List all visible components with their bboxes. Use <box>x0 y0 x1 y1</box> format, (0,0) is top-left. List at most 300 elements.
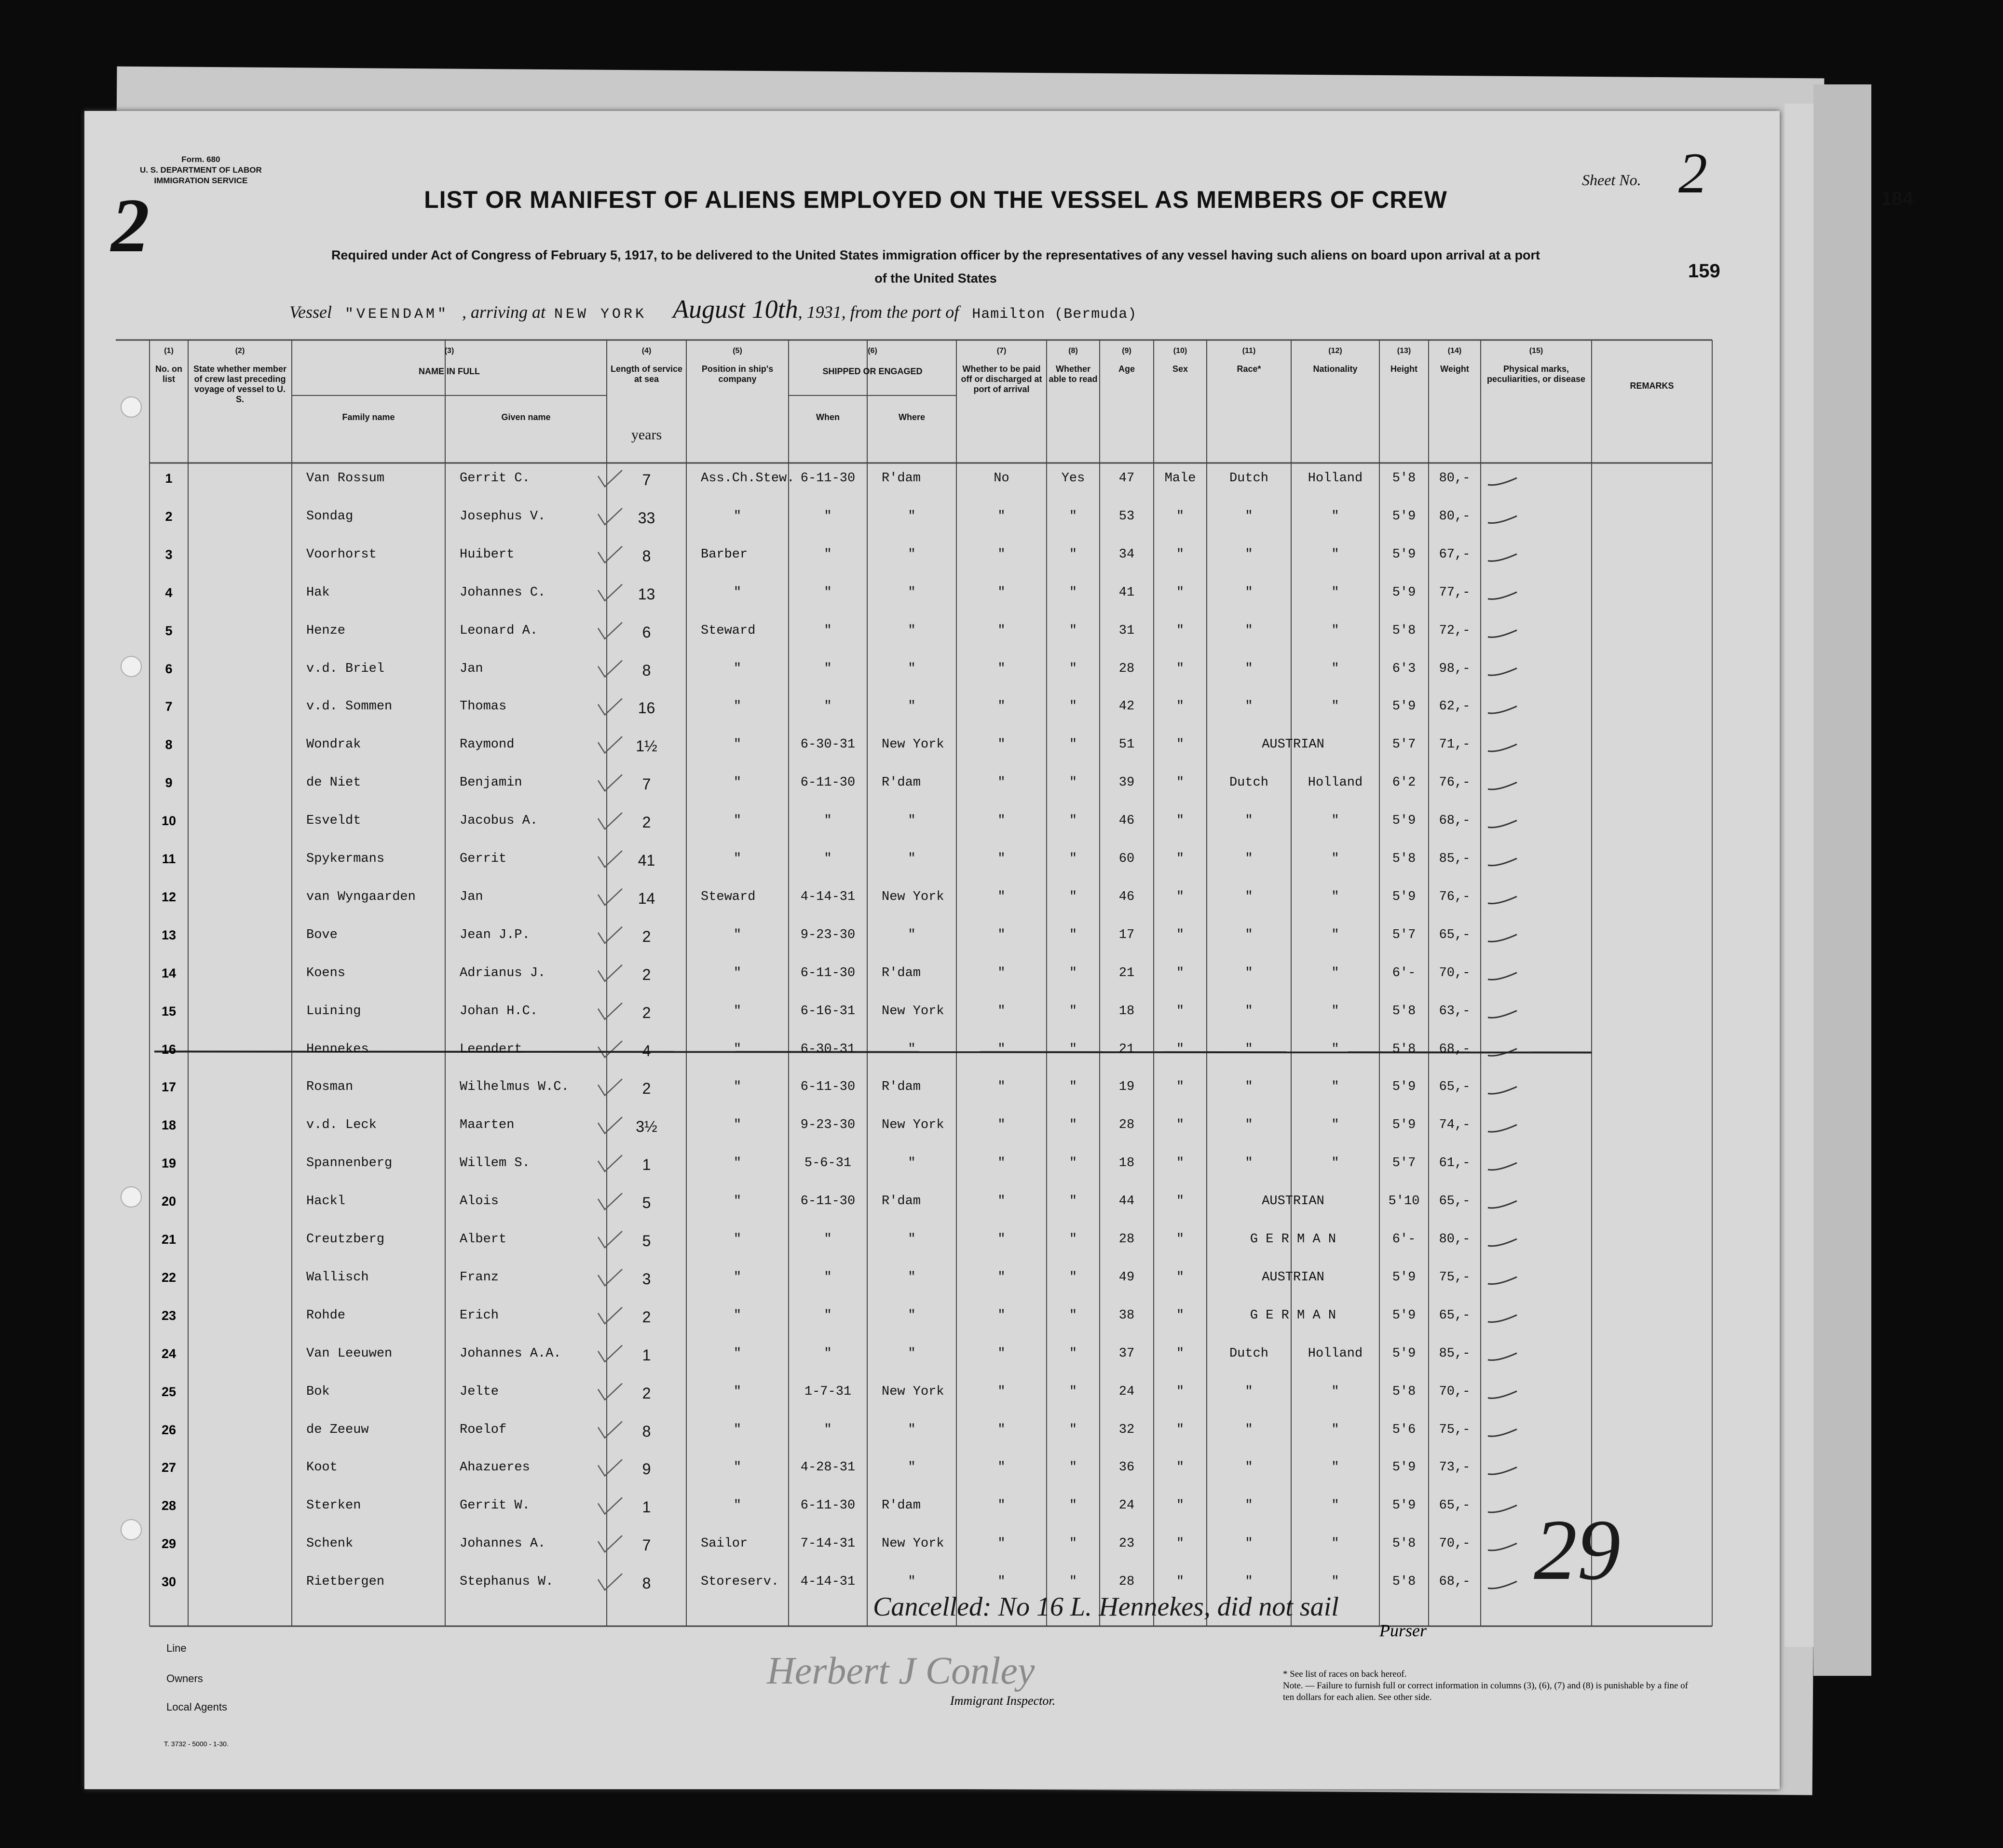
cell-nationality: " <box>1331 1118 1339 1133</box>
column-label-c1: No. on list <box>155 364 182 384</box>
cell-where: R'dam <box>882 775 921 790</box>
cell-height: 5'7 <box>1392 1156 1416 1171</box>
cell-race: " <box>1245 1042 1253 1057</box>
cell-when: " <box>824 1422 832 1437</box>
cell-when: 6-30-31 <box>800 1042 856 1057</box>
cell-given: Benjamin <box>460 775 522 790</box>
cell-where: New York <box>882 1384 944 1399</box>
cell-read: " <box>1069 547 1077 562</box>
cell-age: 24 <box>1118 1498 1135 1513</box>
vessel-name: "VEENDAM" <box>344 306 450 323</box>
cell-sex: " <box>1176 852 1185 866</box>
cell-height: 5'7 <box>1392 737 1416 752</box>
cell-age: 47 <box>1118 471 1135 486</box>
cell-position: " <box>733 1384 742 1399</box>
cell-paid: " <box>997 1346 1006 1361</box>
cell-read: " <box>1069 585 1077 600</box>
cell-family: Bok <box>306 1384 330 1399</box>
cell-weight: 77,- <box>1439 585 1471 600</box>
row-number: 30 <box>161 1575 177 1590</box>
cell-race: AUSTRIAN <box>1262 737 1324 752</box>
cell-family: Wallisch <box>306 1270 369 1285</box>
cell-when: 6-11-30 <box>800 1498 856 1513</box>
cell-when: " <box>824 852 832 866</box>
stamp-number: 159 <box>1688 260 1720 282</box>
cell-nationality: " <box>1331 1384 1339 1399</box>
cell-years: 2 <box>642 1384 651 1402</box>
row-number: 4 <box>165 585 173 600</box>
cell-race: " <box>1245 1118 1253 1133</box>
column-label-c15: Physical marks, peculiarities, or disease <box>1486 364 1586 384</box>
cell-family: Voorhorst <box>306 547 377 562</box>
cell-read: " <box>1069 699 1077 714</box>
cell-position: " <box>733 509 742 524</box>
cell-when: 4-28-31 <box>800 1460 856 1475</box>
cell-family: Hennekes <box>306 1042 369 1057</box>
cell-read: " <box>1069 1042 1077 1057</box>
cell-when: 7-14-31 <box>800 1536 856 1551</box>
cell-given: Leonard A. <box>460 623 538 638</box>
column-number: (15) <box>1529 347 1543 355</box>
column-label-c12: Nationality <box>1313 364 1358 374</box>
cell-when: " <box>824 1232 832 1247</box>
check-mark <box>1488 1277 1517 1284</box>
cell-given: Willem S. <box>460 1156 530 1171</box>
cell-weight: 85,- <box>1439 852 1471 866</box>
column-unit-years: years <box>631 427 662 443</box>
check-mark <box>1488 1581 1517 1589</box>
cell-when: " <box>824 661 832 676</box>
cell-years: 1 <box>642 1156 651 1174</box>
cell-weight: 75,- <box>1439 1422 1471 1437</box>
sheet-number: 2 <box>1678 141 1707 205</box>
cell-sex: " <box>1176 1498 1185 1513</box>
column-number: (2) <box>235 347 245 355</box>
cell-position: " <box>733 1194 742 1209</box>
cell-nationality: Holland <box>1308 471 1363 486</box>
cell-when: " <box>824 509 832 524</box>
check-mark <box>1488 1315 1517 1322</box>
cell-weight: 73,- <box>1439 1460 1471 1475</box>
cell-family: Sondag <box>306 509 354 524</box>
departure-port: Hamilton (Bermuda) <box>972 306 1137 323</box>
cell-when: " <box>824 1308 832 1323</box>
cell-where: " <box>908 661 916 676</box>
cell-height: 5'8 <box>1392 1004 1416 1019</box>
cell-family: van Wyngaarden <box>306 889 416 904</box>
cell-age: 21 <box>1118 1042 1135 1057</box>
cell-read: " <box>1069 889 1077 904</box>
column-label-c14: Weight <box>1440 364 1469 374</box>
cell-family: Rohde <box>306 1308 346 1323</box>
cell-weight: 68,- <box>1439 1042 1471 1057</box>
cell-paid: " <box>997 889 1006 904</box>
cell-sex: " <box>1176 547 1185 562</box>
cell-where: R'dam <box>882 1498 921 1513</box>
column-number: (8) <box>1068 347 1078 355</box>
row-number: 27 <box>161 1460 177 1475</box>
cell-position: " <box>733 927 742 942</box>
column-number: (4) <box>641 347 652 355</box>
cell-read: " <box>1069 1156 1077 1171</box>
column-label-family: Family name <box>342 412 395 422</box>
cell-sex: " <box>1176 1460 1185 1475</box>
cell-nationality: " <box>1331 1460 1339 1475</box>
cell-position: " <box>733 699 742 714</box>
print-code: T. 3732 - 5000 - 1-30. <box>164 1740 229 1748</box>
cell-age: 28 <box>1118 1118 1135 1133</box>
cell-where: " <box>908 1460 916 1475</box>
check-mark <box>1488 1543 1517 1550</box>
cell-paid: " <box>997 965 1006 980</box>
column-label-when: When <box>816 412 840 422</box>
check-mark <box>1488 935 1517 942</box>
check-mark <box>1488 630 1517 638</box>
cell-sex: " <box>1176 509 1185 524</box>
cell-paid: " <box>997 547 1006 562</box>
cell-paid: " <box>997 1575 1006 1590</box>
cell-read: " <box>1069 814 1077 829</box>
cell-years: 7 <box>642 1536 651 1554</box>
cell-position: Barber <box>701 547 748 562</box>
cell-position: Storeserv. <box>701 1575 779 1590</box>
cell-race: " <box>1245 1422 1253 1437</box>
cell-height: 6'- <box>1392 965 1416 980</box>
cell-nationality: " <box>1331 852 1339 866</box>
cell-given: Jan <box>460 661 483 676</box>
row-number: 11 <box>162 852 176 866</box>
cell-position: " <box>733 661 742 676</box>
cell-where: " <box>908 1232 916 1247</box>
cell-read: " <box>1069 852 1077 866</box>
cell-position: Sailor <box>701 1536 748 1551</box>
cell-age: 31 <box>1118 623 1135 638</box>
cell-nationality: " <box>1331 509 1339 524</box>
cell-paid: " <box>997 699 1006 714</box>
cell-weight: 63,- <box>1439 1004 1471 1019</box>
cell-paid: " <box>997 737 1006 752</box>
column-number: (1) <box>164 347 174 355</box>
check-mark <box>1488 1125 1517 1132</box>
cell-family: Hackl <box>306 1194 346 1209</box>
cell-age: 49 <box>1118 1270 1135 1285</box>
cell-age: 18 <box>1118 1004 1135 1019</box>
cell-years: 3½ <box>636 1118 657 1136</box>
cell-nationality: " <box>1331 1536 1339 1551</box>
cell-race: " <box>1245 1156 1253 1171</box>
cell-family: Rosman <box>306 1080 354 1095</box>
column-label-c9: Age <box>1118 364 1135 374</box>
cell-family: Van Leeuwen <box>306 1346 393 1361</box>
cell-height: 5'8 <box>1392 623 1416 638</box>
cell-weight: 70,- <box>1439 1384 1471 1399</box>
cell-when: " <box>824 585 832 600</box>
cell-position: " <box>733 1232 742 1247</box>
column-label-c5: Position in ship's company <box>701 364 774 384</box>
cell-height: 5'9 <box>1392 509 1416 524</box>
cell-age: 39 <box>1118 775 1135 790</box>
cell-when: 6-16-31 <box>800 1004 856 1019</box>
cell-family: Esveldt <box>306 814 361 829</box>
footer-line: Line <box>166 1642 187 1654</box>
cell-weight: 68,- <box>1439 814 1471 829</box>
cell-given: Adrianus J. <box>460 965 546 980</box>
cell-age: 19 <box>1118 1080 1135 1095</box>
cell-read: " <box>1069 775 1077 790</box>
column-label-c10: Sex <box>1172 364 1188 374</box>
cell-weight: 70,- <box>1439 965 1471 980</box>
cell-weight: 65,- <box>1439 1498 1471 1513</box>
cell-read: " <box>1069 1194 1077 1209</box>
cell-when: " <box>824 699 832 714</box>
page-title: LIST OR MANIFEST OF ALIENS EMPLOYED ON THE VESSEL AS MEMBERS OF CREW <box>424 186 1447 213</box>
cell-family: Schenk <box>306 1536 354 1551</box>
cell-given: Huibert <box>460 547 515 562</box>
cell-where: New York <box>882 1536 944 1551</box>
cell-read: " <box>1069 1536 1077 1551</box>
cell-weight: 65,- <box>1439 1080 1471 1095</box>
cell-position: " <box>733 814 742 829</box>
arrival-date: August 10th <box>673 295 798 324</box>
check-mark <box>1488 1391 1517 1399</box>
cell-age: 60 <box>1118 852 1135 866</box>
cell-age: 38 <box>1118 1308 1135 1323</box>
cell-height: 5'9 <box>1392 1080 1416 1095</box>
cell-family: Rietbergen <box>306 1575 385 1590</box>
cell-years: 2 <box>642 1004 651 1021</box>
column-label-c13: Height <box>1390 364 1417 374</box>
cell-when: 6-11-30 <box>800 1080 856 1095</box>
row-number: 26 <box>161 1422 177 1437</box>
cell-race: " <box>1245 814 1253 829</box>
cell-when: 4-14-31 <box>800 1575 856 1590</box>
cell-height: 6'- <box>1392 1232 1416 1247</box>
cell-sex: " <box>1176 737 1185 752</box>
cell-where: R'dam <box>882 1194 921 1209</box>
check-mark <box>1488 897 1517 904</box>
cell-where: R'dam <box>882 1080 921 1095</box>
cell-nationality: Holland <box>1308 775 1363 790</box>
cell-paid: " <box>997 1042 1006 1057</box>
cell-given: Roelof <box>460 1422 507 1437</box>
cell-height: 5'9 <box>1392 547 1416 562</box>
cell-where: New York <box>882 889 944 904</box>
cell-given: Alois <box>460 1194 499 1209</box>
cell-height: 5'9 <box>1392 1460 1416 1475</box>
cell-given: Johannes A. <box>460 1536 546 1551</box>
cell-weight: 74,- <box>1439 1118 1471 1133</box>
cell-family: v.d. Sommen <box>306 699 393 714</box>
cell-position: " <box>733 1080 742 1095</box>
cell-where: " <box>908 1308 916 1323</box>
cell-height: 5'10 <box>1388 1194 1420 1209</box>
check-mark <box>1488 516 1517 523</box>
cell-age: 37 <box>1118 1346 1135 1361</box>
cell-years: 1½ <box>636 737 657 755</box>
column-label-c6: SHIPPED OR ENGAGED <box>822 367 923 376</box>
check-mark <box>1488 1505 1517 1512</box>
cell-height: 5'7 <box>1392 927 1416 942</box>
cell-sex: " <box>1176 1422 1185 1437</box>
cell-nationality: " <box>1331 1080 1339 1095</box>
column-label-given: Given name <box>501 412 551 422</box>
cell-race: " <box>1245 1498 1253 1513</box>
cell-sex: " <box>1176 1384 1185 1399</box>
cell-weight: 65,- <box>1439 927 1471 942</box>
row-number: 13 <box>161 927 177 942</box>
column-number: (3) <box>444 347 454 355</box>
cell-given: Jacobus A. <box>460 814 538 829</box>
cell-paid: " <box>997 661 1006 676</box>
row-number: 29 <box>161 1536 177 1551</box>
check-mark <box>1488 1011 1517 1018</box>
cell-position: " <box>733 1460 742 1475</box>
cell-where: " <box>908 1270 916 1285</box>
cell-height: 5'9 <box>1392 585 1416 600</box>
cell-height: 5'8 <box>1392 1384 1416 1399</box>
cell-family: v.d. Leck <box>306 1118 377 1133</box>
cell-where: " <box>908 585 916 600</box>
cell-given: Leendert <box>460 1042 522 1057</box>
row-number: 17 <box>161 1080 177 1095</box>
cell-race: " <box>1245 852 1253 866</box>
column-number: (10) <box>1173 347 1187 355</box>
cell-given: Wilhelmus W.C. <box>460 1080 569 1095</box>
cell-age: 32 <box>1118 1422 1135 1437</box>
row-number: 23 <box>161 1308 177 1323</box>
cell-given: Gerrit C. <box>460 471 530 486</box>
cell-read: " <box>1069 661 1077 676</box>
cell-race: " <box>1245 1080 1253 1095</box>
cell-race: " <box>1245 623 1253 638</box>
cell-race: " <box>1245 585 1253 600</box>
row-number: 20 <box>161 1194 177 1209</box>
cell-weight: 71,- <box>1439 737 1471 752</box>
cell-years: 16 <box>638 699 655 717</box>
cell-paid: " <box>997 1118 1006 1133</box>
cell-position: " <box>733 1042 742 1057</box>
cell-height: 5'8 <box>1392 471 1416 486</box>
cell-nationality: " <box>1331 1498 1339 1513</box>
vessel-line: Vessel "VEENDAM" , arriving at NEW YORK August 10th, 1931, from the port of Hamilton (Bermuda) <box>289 295 1137 324</box>
cell-given: Raymond <box>460 737 515 752</box>
footer-agents: Local Agents <box>166 1701 227 1713</box>
subtitle: Required under Act of Congress of February 5, 1917, to be delivered to the United States immigration officer by the representatives of any vessel having such aliens on board upon arrival at a port of the United States <box>331 248 1540 285</box>
cell-height: 5'9 <box>1392 1346 1416 1361</box>
column-number: (14) <box>1447 347 1462 355</box>
cell-years: 2 <box>642 965 651 983</box>
cell-race: Dutch <box>1229 775 1268 790</box>
cell-paid: " <box>997 775 1006 790</box>
cell-where: " <box>908 699 916 714</box>
cell-given: Stephanus W. <box>460 1575 554 1590</box>
cell-sex: " <box>1176 585 1185 600</box>
cell-years: 2 <box>642 1080 651 1098</box>
cell-read: Yes <box>1061 471 1085 486</box>
cell-height: 5'8 <box>1392 1575 1416 1590</box>
cell-years: 2 <box>642 814 651 831</box>
cell-race: Dutch <box>1229 471 1268 486</box>
cell-race: " <box>1245 1575 1253 1590</box>
row-number: 19 <box>161 1156 177 1171</box>
cell-height: 5'9 <box>1392 814 1416 829</box>
cell-given: Johan H.C. <box>460 1004 538 1019</box>
cell-weight: 75,- <box>1439 1270 1471 1285</box>
cell-nationality: " <box>1331 889 1339 904</box>
cell-race: " <box>1245 1536 1253 1551</box>
cell-sex: " <box>1176 1194 1185 1209</box>
cell-years: 33 <box>638 509 655 527</box>
cell-age: 46 <box>1118 889 1135 904</box>
cell-nationality: " <box>1331 1575 1339 1590</box>
check-mark <box>1488 706 1517 713</box>
cell-when: 9-23-30 <box>800 927 856 942</box>
cell-years: 13 <box>638 585 655 603</box>
cell-where: " <box>908 1346 916 1361</box>
check-mark <box>1488 478 1517 485</box>
cell-sex: " <box>1176 623 1185 638</box>
cell-paid: " <box>997 1194 1006 1209</box>
check-mark <box>1488 1163 1517 1170</box>
cell-given: Thomas <box>460 699 507 714</box>
check-mark <box>1488 1353 1517 1360</box>
cell-nationality: " <box>1331 1422 1339 1437</box>
column-label-where: Where <box>898 412 925 422</box>
cell-family: Luining <box>306 1004 361 1019</box>
cell-family: Hak <box>306 585 330 600</box>
cell-when: 1-7-31 <box>804 1384 852 1399</box>
cell-read: " <box>1069 737 1077 752</box>
cell-age: 28 <box>1118 1232 1135 1247</box>
cell-weight: 80,- <box>1439 471 1471 486</box>
inspector-signature: Herbert J Conley <box>767 1650 1035 1692</box>
column-label-c4: Length of service at sea <box>610 364 683 384</box>
check-mark <box>1488 554 1517 561</box>
cell-family: Koot <box>306 1460 338 1475</box>
cell-sex: Male <box>1164 471 1196 486</box>
check-mark <box>1488 1087 1517 1094</box>
row-number: 6 <box>165 661 173 676</box>
cell-paid: " <box>997 1270 1006 1285</box>
cell-position: " <box>733 775 742 790</box>
cell-where: " <box>908 509 916 524</box>
cell-paid: " <box>997 814 1006 829</box>
cell-given: Jan <box>460 889 483 904</box>
cell-race: G E R M A N <box>1250 1232 1336 1247</box>
cell-when: " <box>824 1270 832 1285</box>
cell-where: " <box>908 927 916 942</box>
cell-given: Jean J.P. <box>460 927 530 942</box>
cell-family: Sterken <box>306 1498 361 1513</box>
cell-where: " <box>908 814 916 829</box>
cell-nationality: " <box>1331 965 1339 980</box>
cell-age: 18 <box>1118 1156 1135 1171</box>
cell-where: " <box>908 1575 916 1590</box>
cell-height: 5'8 <box>1392 852 1416 866</box>
cell-given: Maarten <box>460 1118 515 1133</box>
cell-where: New York <box>882 1118 944 1133</box>
cell-position: " <box>733 585 742 600</box>
cell-weight: 70,- <box>1439 1536 1471 1551</box>
cell-paid: " <box>997 1422 1006 1437</box>
cell-sex: " <box>1176 1118 1185 1133</box>
cell-age: 24 <box>1118 1384 1135 1399</box>
cell-given: Franz <box>460 1270 499 1285</box>
arrival-port: NEW YORK <box>554 306 647 323</box>
cell-family: Van Rossum <box>306 471 385 486</box>
row-number: 14 <box>161 965 177 980</box>
cell-paid: " <box>997 1498 1006 1513</box>
